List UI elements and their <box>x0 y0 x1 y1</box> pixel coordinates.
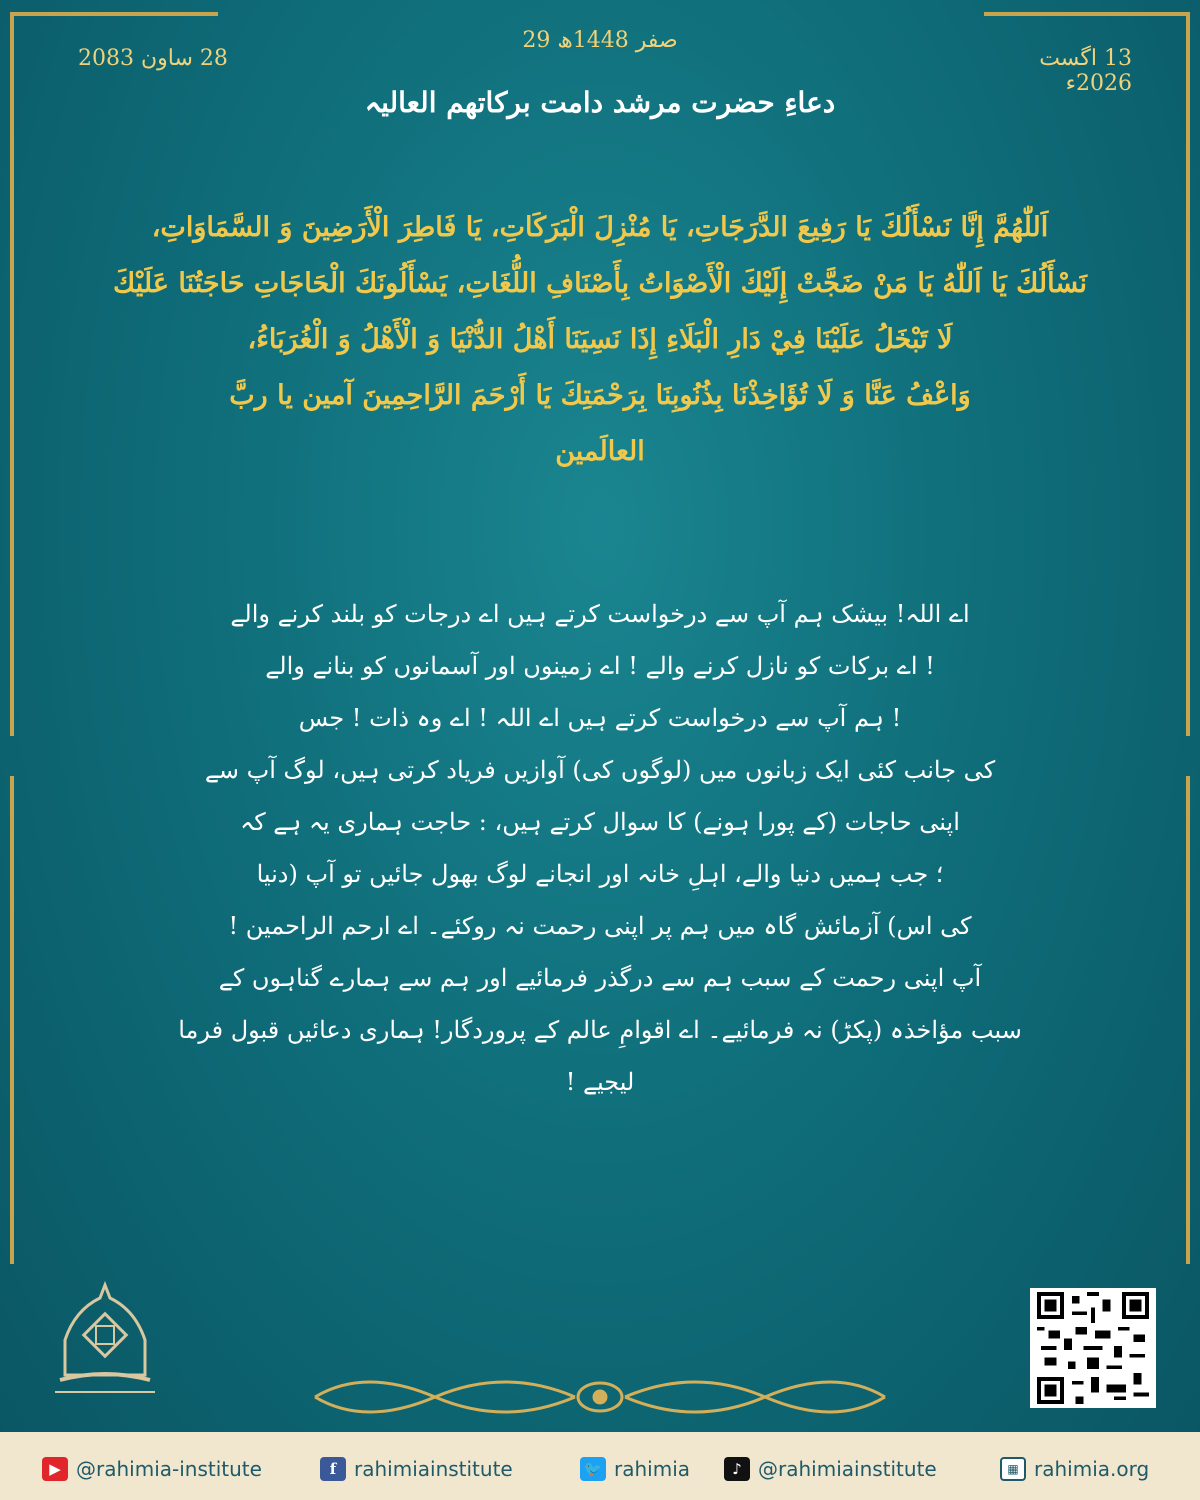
urdu-line: اے اللہ! بیشک ہم آپ سے درخواست کرتے ہیں اے درجات کو بلند کرنے والے <box>230 600 970 628</box>
arabic-line: لَا تَبْخَلُ عَلَيْنَا فِيْ دَارِ الْبَلَاءِ إِذَا نَسِيَنَا أَهْلُ الدُّنْيَا وَ الْأَهْلُ وَ الْغُرَبَاءُ، <box>247 324 953 355</box>
youtube-link[interactable] <box>42 1457 262 1481</box>
youtube-handle: @rahimia-institute <box>76 1457 262 1481</box>
twitter-handle: rahimia <box>614 1457 691 1481</box>
frame-bottom-right-v <box>1186 776 1190 1264</box>
website-url: rahimia.org <box>1034 1457 1150 1481</box>
frame-top-right-v <box>1186 12 1190 736</box>
facebook-link[interactable] <box>320 1457 513 1481</box>
arabic-line: وَاعْفُ عَنَّا وَ لَا تُؤَاخِذْنَا بِذُنُوبِنَا بِرَحْمَتِكَ يَا أَرْحَمَ الرَّاحِمِينَ آمين يا ربَّ <box>229 380 971 411</box>
urdu-line: آپ اپنی رحمت کے سبب ہم سے درگذر فرمائیے اور ہم سے ہمارے گناہوں کے <box>218 964 982 992</box>
urdu-line: ! ہم آپ سے درخواست کرتے ہیں اے اللہ ! اے وہ ذات ! جس <box>298 704 902 732</box>
urdu-line: لیجیے ! <box>565 1068 635 1096</box>
date-gregorian: 13 اگست 2026ء <box>1039 46 1132 96</box>
urdu-line: کی اس) آزمائش گاہ میں ہم پر اپنی رحمت نہ روکئے۔ اے ارحم الراحمین ! <box>228 912 972 940</box>
urdu-line: ! اے برکات کو نازل کرنے والے ! اے زمینوں اور آسمانوں کو بنانے والے <box>265 652 935 680</box>
twitter-link[interactable] <box>580 1457 690 1481</box>
date-bikrami: 28 ساون 2083 <box>78 46 228 71</box>
date-hijri: 29 صفر 1448ھ <box>522 28 678 53</box>
arabic-line: نَسْأَلُكَ يَا اَللّٰهُ يَا مَنْ ضَجَّتْ إِلَيْكَ الْأَصْوَاتُ بِأَصْنَافِ اللُّغَاتِ، يَسْأَلُونَكَ الْحَاجَاتِ حَاجَتُنَا عَلَيْكَ <box>113 268 1087 299</box>
arabic-line: اَللّٰهُمَّ إِنَّا نَسْأَلُكَ يَا رَفِيعَ الدَّرَجَاتِ، يَا مُنْزِلَ الْبَرَكَاتِ، يَا فَاطِرَ الْأَرَضِينَ وَ السَّمَاوَاتِ، <box>151 212 1049 243</box>
facebook-icon: f <box>320 1457 346 1481</box>
frame-top-left-h <box>10 12 218 16</box>
arabic-prayer <box>95 200 1105 480</box>
prayer-title: دعاءِ حضرت مرشد دامت برکاتھم العالیہ <box>364 86 836 119</box>
urdu-line: ؛ جب ہمیں دنیا والے، اہلِ خانہ اور انجانے لوگ بھول جائیں تو آپ (دنیا <box>256 860 944 888</box>
urdu-line: سبب مؤاخذہ (پکڑ) نہ فرمائیے۔ اے اقوامِ عالم کے پروردگار! ہماری دعائیں قبول فرما <box>178 1016 1022 1044</box>
web-icon: ▦ <box>1000 1457 1026 1481</box>
youtube-icon: ▶ <box>42 1457 68 1481</box>
facebook-handle: rahimiainstitute <box>354 1457 513 1481</box>
frame-top-right-h <box>984 12 1190 16</box>
qr-code-icon <box>1030 1288 1156 1408</box>
twitter-icon: 🐦 <box>580 1457 606 1481</box>
tiktok-icon: ♪ <box>724 1457 750 1481</box>
urdu-translation <box>130 588 1070 1108</box>
urdu-line: کی جانب کئی ایک زبانوں میں (لوگوں کی) آوازیں فریاد کرتی ہیں، لوگ آپ سے <box>204 756 996 784</box>
frame-top-left-v <box>10 12 14 736</box>
urdu-line: اپنی حاجات (کے پورا ہونے) کا سوال کرتے ہیں، : حاجت ہماری یہ ہے کہ <box>240 808 960 836</box>
arabic-line: العالَمين <box>555 436 645 467</box>
rahimia-logo <box>40 1280 170 1410</box>
ornament-divider <box>305 1372 895 1422</box>
tiktok-link[interactable] <box>724 1457 937 1481</box>
frame-bottom-left-v <box>10 776 14 1264</box>
tiktok-handle: @rahimiainstitute <box>758 1457 937 1481</box>
website-link[interactable] <box>1000 1457 1149 1481</box>
